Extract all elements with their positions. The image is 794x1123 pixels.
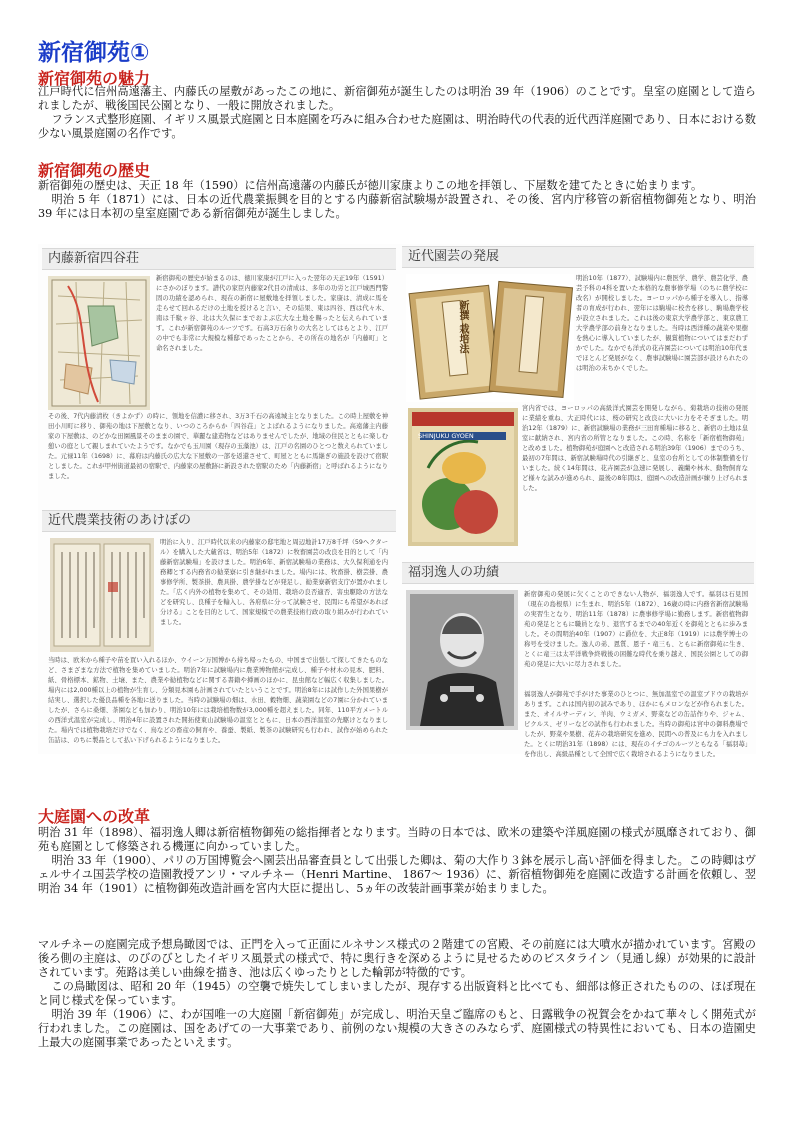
poster-label: SHINJUKU GYOEN [418,432,474,440]
book-label: 新撰 栽培法 [457,300,468,354]
panel-text: 明治10年（1877）、試験場内に農医学、農学、農芸化学、農芸予科の4科を置いた本格的な農事修学場（のちに農学校に改名）が開校しました。ヨーロッパから種子を導入し、指導者の育成が行われ、翌年には駒場に校舎を移し、駒場農学校が設立されました。これは後の東京大学農学部と、東京農工大学農学部の前身となりました。当時は西洋種の蔬菜や果樹を熱心に導入していましたが、観賞植物についてはまだわずかでした。なかでも洋式の花卉園芸については明治10年代までほとんど発展がなく、農事試験場に園芸部が設けられたのは明治の末ちかくでした。 [576,275,749,372]
paragraph: 明治 31 年（1898）、福羽逸人卿は新宿植物御苑の総指揮者となります。当時の日本では、欧米の建築や洋風庭園の様式が風靡されており、御苑も庭園として修築される機運に向かっていました。 [38,826,756,853]
history-collage [38,244,756,758]
section-body-charm [38,85,756,141]
panel-text: 宮内省では、ヨーロッパの高級洋式園芸を開発しながら、菊栽培の技術の発展に業績を重ね、大正時代には、桜の研究と改良に大いに力をそそぎました。明治12年（1879）に、新宿試験場の業務が三田育種場に移ると、新宿の土地は皇室に献納され、宮内省の所管となりました。この時、名称を「新宿植物御苑」と改めました。植物御苑が庭園へと改造される明治39年（1906）までのうち、最初の7年間は、新宿試験場時代の引継ぎと、皇室の台所としての体制整備を行いました。続く14年間は、花卉園芸が急速に発展し、義蘭や林木、動物飼育など様々な試みが進められ、最後の8年間は、庭園への改造計画が練り上げられました。 [522,405,748,492]
document-image [50,538,154,652]
panel-text: 福羽逸人が御苑で手がけた事業のひとつに、無加温室での温室ブドウの栽培があります。これは国内初の試みであり、ほかにもメロンなどが作られました。また、オイルサーディン、羊肉、ウミガメ、野菜などの缶詰作りや、ジャム、ピクルス、ゼリーなどの試作も行われました。当時の御苑は宮中の御料農場でしたが、野菜や果樹、花卉の栽培研究を進め、民間への普及にも力を入れました。とくに明治31年（1898）には、現在のイチゴのルーツともなる「福羽苺」を作出し、高級品種として全国で広く栽培されるようになりました。 [524,691,748,758]
section-body-reform-2 [38,938,756,1050]
section-heading-charm: 新宿御苑の魅力 [38,69,151,88]
panel-text: 新宿御苑の歴史が始まるのは、徳川家康が江戸に入った翌年の天正19年（1591）にさかのぼります。譜代の家臣内藤家2代目の清成は、多年の功労と江戸城西門警固の功績を認められ、現在の新宿に屋敷地を拝領しました。家康は、清成に馬を走らせて回れるだけの土地を授けると言い、その結果、東は四谷、西は代々木、南は千駄ヶ谷、北は大久保にまでおよぶ広大な土地を賜ったと伝えられています。これが新宿御苑のルーツです。石高3万石余りの大名としてはもとより、江戸の中でも非常に大規模な種邸であったことから、その所在の地名が「内藤町」と命名されました。 [156,275,388,352]
panel-title-fukuba-hayato: 福羽逸人の功績 [402,562,754,584]
map-image [48,276,150,410]
section-body-history [38,179,756,221]
paragraph: この鳥瞰図は、昭和 20 年（1945）の空襲で焼失してしまいましたが、現存する出版資料と比べても、細部は修正されたものの、ほぼ現在と同じ様式を保っています。 [38,980,756,1007]
panel-text: 当時は、欧米から種子や苗を買い入れるほか、ウイーン万国博から持ち帰ったもの、中国まで出張して探してきたものなど、さまざまな方法で植物を集めていました。明治7年に試験場内に農業博物館が完成し、種子や材木の見本、肥料、紙、骨格標本、鉱物、土壌、また、農業や勧植物などに関する書籍や挿画のほかに、昆虫館など幅広く収集しました。場内には2,000種以上の植物が生育し、分類見本園も計画されていたということです。明治8年には試作した外国果樹が結実し、選択した優良品種を各地に送りました。当時の試験場の畑は、水田、穀物畑、蔬菜園などの7園に分かれていましたが、さらに桑畑、茶園なども加わり、明治10年には栽培植物数が3,000種を超えました。同年、110平方メートルの西洋式温室が完成し、明治4年に設置された開拓使東山試験場の温室とともに、日本の西洋温室の先駆けとなりました。場内では植物栽培だけでなく、鳥などの畜産の飼育や、養蚕、製紙、製茶の試験研究も行われ、試作が始められた缶詰は、のちに製品として払い下げられるようになりました。 [48,657,388,744]
paragraph: フランス式整形庭園、イギリス風景式庭園と日本庭園を巧みに組み合わせた庭園は、明治時代の代表的近代西洋庭園であり、日本における数少ない風景庭園の名作です。 [38,113,756,140]
section-heading-reform: 大庭園への改革 [38,807,151,826]
paragraph: 明治 5 年（1871）には、日本の近代農業振興を目的とする内藤新宿試験場が設置され、その後、宮内庁移管の新宿植物御苑となり、明治 39 年には日本初の皇室庭園である新宿御苑が誕生しました。 [38,193,756,220]
paragraph: 明治 39 年（1906）に、わが国唯一の大庭園「新宿御苑」が完成し、明治天皇ご臨席のもと、日露戦争の祝賀会をかねて華々しく開苑式が行われました。この庭園は、国をあげての一大事業であり、前例のない規模の大きさのみならず、庭園様式の特異性においても、日本の造園史上最大の庭園事業であったといえます。 [38,1008,756,1049]
poster-image [408,408,518,546]
panel-title-naito-yotsuya: 内藤新宿四谷荘 [42,248,396,270]
paragraph: 明治 33 年（1900）、パリの万国博覧会へ園芸出品審査員として出張した卿は、菊の大作り３鉢を展示し高い評価を得ました。この時卿はヴェルサイユ国芸学校の造園教授アンリ・マルチネー（Henri Martine、 1867～ 1936）に、新宿植物御苑を庭園に改造する計画を依頼し、翌明治 34 年（1901）に植物御苑改造計画を宮内大臣に提出し、5ヵ年の改装計画事業が始まりました。 [38,854,756,895]
section-heading-history: 新宿御苑の歴史 [38,161,151,180]
book-image [406,274,574,402]
panel-text: その後、7代内藤清枚（きよかず）の時に、領地を信濃に移され、3万3千石の高遠城主となりました。この時上屋敷を神田小川町に移り、御苑の地は下屋敷となり、いつのころからか「四谷荘」とよばれるようになりました。高遠藩主内藤家の下屋敷は、のどかな田園風景そのままの園で、華麗な建造物などはありませんでしたが、地域の住民とともに楽しむ憩いの庭として親しまれていたようです。なかでも玉川園（現存の玉藻池）は、江戸の名園のひとつと数えられていました。元禄11年（1698）に、幕府は内藤氏の広大な下屋敷の一部を返還させて、町屋とともに馬継ぎの施設を設けて宿駅としました。これが甲州街道最初の宿駅で、内藤家の屋敷跡に新設された宿駅のため「内藤新宿」と呼ばれるようになりました。 [48,413,388,480]
panel-text: 新宿御苑の発展に欠くことのできない人物が、福羽逸人です。福羽は石見国（現在の島根県）に生まれ、明治5年（1872）、16歳の時に内務省新宿試験場の実習生となり、明治11年（1878）に農事修学場に勤務します。新宿植物御苑の発足とともに職員となり、退官するまでの40年近くを御苑とともに歩みました。その間明治40年（1907）に爵位を、大正8年（1919）には農学博士の称号を受けました。逸人の弟、恩質、恩子・竜三も、ともに新宿御苑に生き、とくに竜三は太平洋戦争終戦後の困難な時代を乗り越え、国民公園としての御苑の発足に大いに尽力されました。 [524,591,748,668]
panel-text: 明治に入り、江戸時代以来の内藤家の邸宅地と周辺地計17万8千坪（59ヘクタール）を購入した大蔵省は、明治5年（1872）に牧畜園芸の改良を目的として「内藤新宿試験場」を設けました。明治6年、新宿試験場の業務は、大久保利通を内務卿とする内務省の勧業寮に引き継がれました。場内には、牧畜掛、樹芸掛、農事修学所、製茶掛、農具掛、農学掛などが発足し、勧業寮新宿支庁が置かれました。「広く内外の植物を集めて、その効用、栽培の良否適否、害虫駆除の方法などを研究し、良種子を輸入し、各府県に分って試験させ、民間にも希望があれば分ける」ことを目的として、国家規模での農業技術行政の取り組みが行われていました。 [160,539,388,626]
panel-title-modern-agriculture: 近代農業技術のあけぼの [42,510,396,532]
paragraph: 新宿御苑の歴史は、天正 18 年（1590）に信州高遠藩の内藤氏が徳川家康よりこの地を拝領し、下屋数を建てたときに始まります。 [38,179,703,192]
page-title: 新宿御苑① [38,40,150,66]
section-body-reform [38,826,756,896]
paragraph: 江戸時代に信州高遠藩主、内藤氏の屋敷があったこの地に、新宿御苑が誕生したのは明治 39 年（1906）のことです。皇室の庭園として造られましたが、戦後国民公園となり、一般に開放されました。 [38,85,756,112]
portrait-photo [406,590,518,730]
panel-title-modern-horticulture: 近代園芸の発展 [402,246,754,268]
paragraph: マルチネーの庭園完成予想鳥瞰図では、正門を入って正面にルネサンス様式の２階建ての宮殿、その前庭には大噴水が描かれています。宮殿の後ろ側の主庭は、のびのびとしたイギリス風景式の様式で、特に奥行きを深めるように見せるためのビスタライン（見通し線）が効果的に設計されています。苑路は美しい曲線を描き、池は広くゆったりとした輪郭が特徴的です。 [38,938,756,979]
